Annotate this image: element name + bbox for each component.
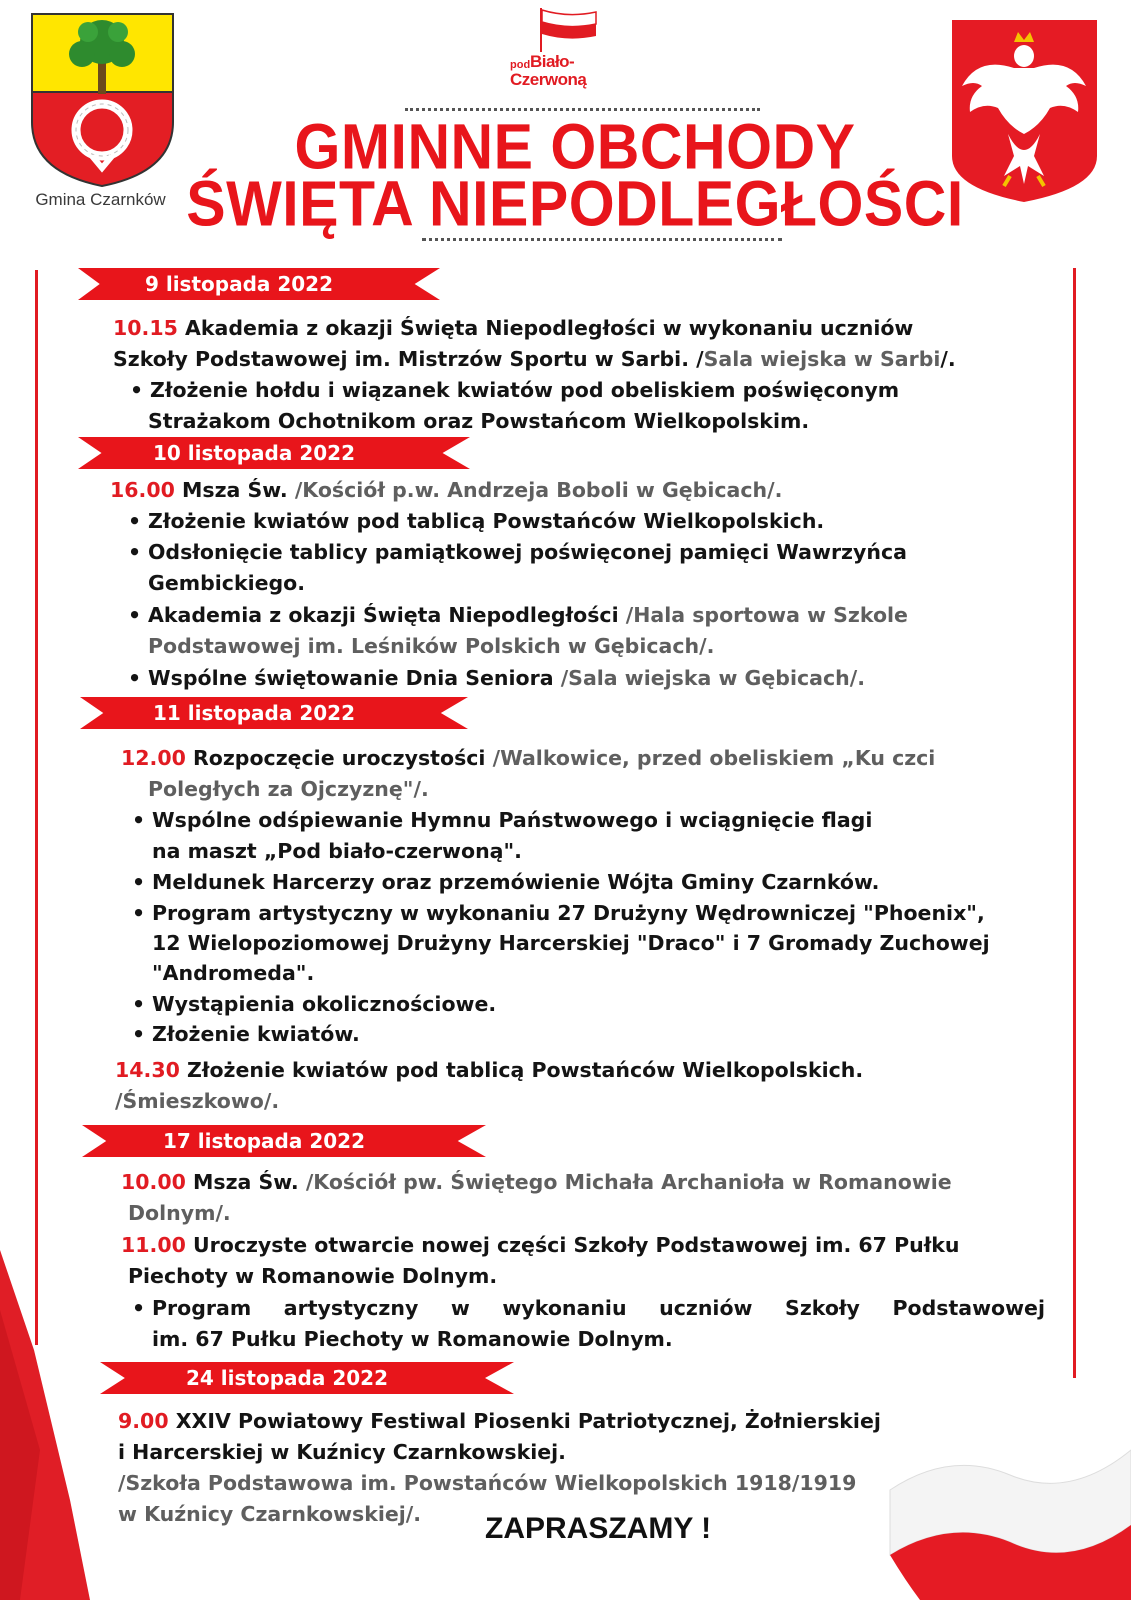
event-text: im. 67 Pułku Piechoty w Romanowie Dolnym. (152, 1327, 673, 1351)
event-text: Uroczyste otwarcie nowej części Szkoły Podstawowej im. 67 Pułku (185, 1233, 960, 1257)
event-text: Msza Św. (174, 478, 295, 502)
event-location: /Śmieszkowo/. (115, 1089, 280, 1113)
date-label: 10 listopada 2022 (153, 441, 355, 465)
bullet-item (148, 601, 908, 629)
bullet-item (148, 507, 824, 535)
event-text: 12 Wielopoziomowej Drużyny Harcerskiej "Draco" i 7 Gromady Zuchowej (152, 931, 990, 955)
event-location: /Szkoła Podstawowa im. Powstańców Wielkopolskich 1918/1919 (118, 1471, 857, 1495)
event-time: 9.00 (118, 1409, 169, 1433)
bullet-item (148, 664, 865, 692)
event-time: 11.00 (121, 1233, 186, 1257)
event-line (128, 1199, 231, 1227)
event-line (152, 837, 522, 865)
event-text: Złożenie hołdu i wiązanek kwiatów pod obeliskiem poświęconym (150, 378, 900, 402)
event-location: /Kościół pw. Świętego Michała Archanioła w Romanowie (305, 1170, 952, 1194)
left-red-line (35, 270, 38, 1345)
event-text: Program artystyczny w wykonaniu 27 Drużyny Wędrowniczej "Phoenix", (152, 901, 985, 925)
bullet-item (152, 868, 879, 896)
event-line (115, 1056, 863, 1084)
date-label: 17 listopada 2022 (163, 1129, 365, 1153)
date-banner-24-nov (100, 1362, 514, 1394)
event-text: Wystąpienia okolicznościowe. (152, 992, 497, 1016)
event-text: Program artystyczny w wykonaniu uczniów Szkoły Podstawowej (152, 1296, 1045, 1320)
bullet-item (148, 538, 907, 566)
event-text: /. (940, 347, 956, 371)
gmina-label: Gmina Czarnków (35, 190, 166, 209)
event-text: na maszt „Pod biało-czerwoną". (152, 839, 522, 863)
page-title-line-1: GMINNE OBCHODY (294, 111, 856, 183)
event-line (152, 959, 314, 987)
event-line (148, 775, 429, 803)
event-text: Akademia z okazji Święta Niepodległości w wykonaniu uczniów (177, 316, 914, 340)
polish-eagle-emblem (948, 16, 1101, 206)
event-location: /Hala sportowa w Szkole (625, 603, 908, 627)
event-location: /Walkowice, przed obeliskiem „Ku czci (492, 746, 936, 770)
event-location: /Kościół p.w. Andrzeja Boboli w Gębicach/. (294, 478, 783, 502)
bullet-item (152, 990, 496, 1018)
event-text: Strażakom Ochotnikom oraz Powstańcom Wielkopolskim. (148, 409, 810, 433)
event-text: Piechoty w Romanowie Dolnym. (128, 1264, 498, 1288)
closing-invitation: ZAPRASZAMY ! (485, 1512, 712, 1545)
event-location: Sala wiejska w Sarbi (703, 347, 941, 371)
logo-bialo-text: Biało- (530, 52, 575, 71)
event-line (118, 1469, 856, 1497)
event-time: 10.00 (121, 1170, 186, 1194)
event-line (118, 1407, 881, 1435)
event-location: Dolnym/. (128, 1201, 231, 1225)
title-divider-bottom (422, 238, 782, 241)
date-banner-9-nov (78, 268, 440, 300)
event-line (148, 569, 305, 597)
event-line (148, 632, 714, 660)
bullet-item (150, 376, 899, 404)
event-time: 10.15 (113, 316, 178, 340)
event-time: 16.00 (110, 478, 175, 502)
event-line (152, 1325, 673, 1353)
logo-czerwona-text: Czerwoną (510, 70, 587, 89)
event-line (148, 407, 809, 435)
event-location: Podstawowej im. Leśników Polskich w Gębicach/. (148, 634, 715, 658)
event-text: Złożenie kwiatów pod tablicą Powstańców Wielkopolskich. (179, 1058, 864, 1082)
event-text: Rozpoczęcie uroczystości (185, 746, 493, 770)
event-location: Poległych za Ojczyznę"/. (148, 777, 429, 801)
date-label: 9 listopada 2022 (144, 272, 334, 296)
bullet-item (152, 1294, 1045, 1322)
corner-red-accent (0, 1250, 90, 1600)
pod-bialo-czerwona-logo (500, 6, 630, 100)
event-text: XXIV Powiatowy Festiwal Piosenki Patriotycznej, Żołnierskiej (168, 1409, 881, 1433)
event-line (152, 929, 990, 957)
logo-pod-text: pod (510, 59, 531, 71)
event-line (113, 314, 913, 342)
date-label: 11 listopada 2022 (153, 701, 355, 725)
event-line (121, 744, 935, 772)
event-line (115, 1087, 279, 1115)
event-line (110, 476, 782, 504)
event-text: "Andromeda". (152, 961, 315, 985)
event-text: Gembickiego. (148, 571, 306, 595)
event-time: 12.00 (121, 746, 186, 770)
page-title-line-2: ŚWIĘTA NIEPODLEGŁOŚCI (186, 168, 964, 240)
event-location: /Sala wiejska w Gębicach/. (560, 666, 865, 690)
bullet-item (152, 1020, 360, 1048)
event-time: 14.30 (115, 1058, 180, 1082)
event-text: Akademia z okazji Święta Niepodległości (148, 603, 626, 627)
event-line (118, 1500, 421, 1528)
event-text: Meldunek Harcerzy oraz przemówienie Wójta Gminy Czarnków. (152, 870, 880, 894)
date-banner-11-nov (80, 697, 468, 729)
event-text: Wspólne odśpiewanie Hymnu Państwowego i wciągnięcie flagi (152, 808, 873, 832)
event-text: i Harcerskiej w Kuźnicy Czarnkowskiej. (118, 1440, 566, 1464)
event-line (121, 1168, 952, 1196)
event-line (118, 1438, 566, 1466)
event-line (113, 345, 956, 373)
right-red-line (1073, 268, 1076, 1378)
event-text: Wspólne świętowanie Dnia Seniora (148, 666, 561, 690)
event-text: Złożenie kwiatów. (152, 1022, 360, 1046)
event-location: w Kuźnicy Czarnkowskiej/. (118, 1502, 422, 1526)
event-line (128, 1262, 497, 1290)
bullet-item (152, 899, 985, 927)
date-banner-17-nov (82, 1125, 486, 1157)
event-text: Odsłonięcie tablicy pamiątkowej poświęconej pamięci Wawrzyńca (148, 540, 907, 564)
event-line (121, 1231, 960, 1259)
date-banner-10-nov (78, 437, 470, 469)
date-label: 24 listopada 2022 (186, 1366, 388, 1390)
bullet-item (152, 806, 872, 834)
event-text: Szkoły Podstawowej im. Mistrzów Sportu w Sarbi. / (113, 347, 704, 371)
event-text: Złożenie kwiatów pod tablicą Powstańców Wielkopolskich. (148, 509, 825, 533)
polish-flag-decoration (880, 1430, 1131, 1600)
event-text: Msza Św. (185, 1170, 306, 1194)
